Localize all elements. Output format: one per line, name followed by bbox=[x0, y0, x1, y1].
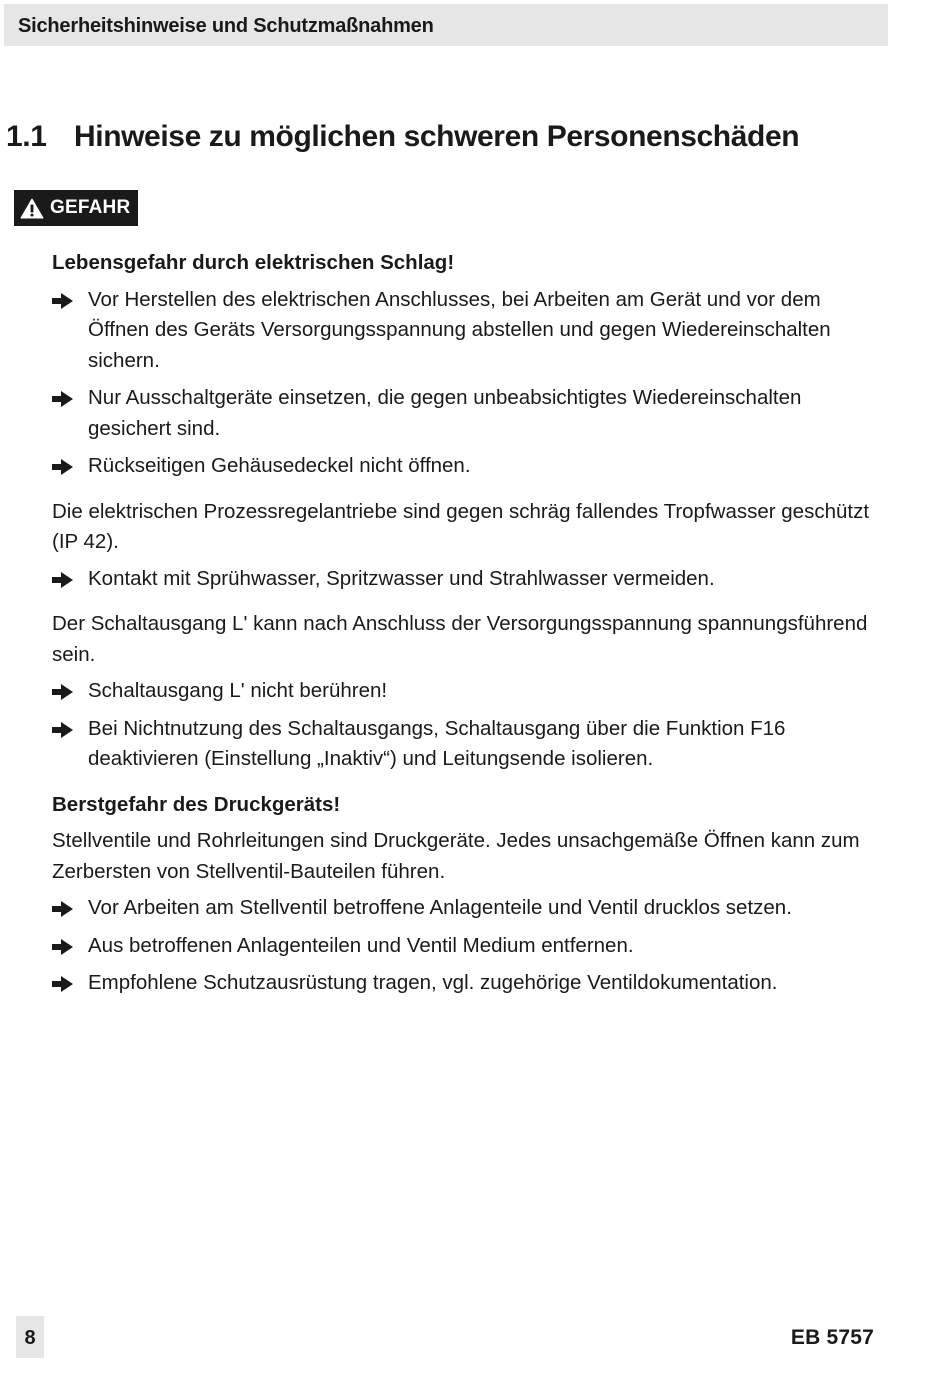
list-item bbox=[52, 714, 872, 775]
paragraph-switch-output: Der Schaltausgang L' kann nach Anschluss der Versorgungsspannung spannungsführend sein. bbox=[52, 612, 868, 666]
arrow-right-icon bbox=[52, 976, 74, 992]
warning-triangle-icon bbox=[20, 198, 44, 219]
section-heading bbox=[6, 120, 799, 154]
list-item bbox=[52, 968, 872, 999]
list-item-text: Aus betroffenen Anlagenteilen und Ventil Medium entfernen. bbox=[88, 933, 634, 957]
list-item bbox=[52, 931, 872, 962]
list-item bbox=[52, 451, 872, 482]
arrow-right-icon bbox=[52, 722, 74, 738]
danger-label: GEFAHR bbox=[50, 197, 131, 218]
list-item bbox=[52, 285, 872, 377]
arrow-right-icon bbox=[52, 939, 74, 955]
section-number: 1.1 bbox=[6, 120, 47, 153]
list-item-text: Vor Arbeiten am Stellventil betroffene Anlagenteile und Ventil drucklos setzen. bbox=[88, 896, 792, 919]
section-title: Hinweise zu möglichen schweren Personenschäden bbox=[74, 120, 800, 153]
header-title: Sicherheitshinweise und Schutzmaßnahmen bbox=[18, 15, 434, 37]
paragraph-pressure-devices: Stellventile und Rohrleitungen sind Druckgeräte. Jedes unsachgemäße Öffnen kann zum Zerbersten von Stellventil-Bauteilen führen. bbox=[52, 829, 860, 883]
hazard-title-electric: Lebensgefahr durch elektrischen Schlag! bbox=[52, 251, 455, 274]
list-item-text: Schaltausgang L' nicht berühren! bbox=[88, 679, 388, 702]
list-item bbox=[52, 383, 872, 444]
list-item-text: Empfohlene Schutzausrüstung tragen, vgl. zugehörige Ventildokumentation. bbox=[88, 971, 778, 994]
list-item-text: Vor Herstellen des elektrischen Anschlusses, bei Arbeiten am Gerät und vor dem Öffnen des Geräts Versorgungsspannung abstellen und gegen Wiedereinschalten sichern. bbox=[88, 287, 831, 372]
page-header bbox=[4, 4, 888, 46]
document-id: EB 5757 bbox=[790, 1326, 874, 1349]
arrow-right-icon bbox=[52, 293, 74, 309]
arrow-right-icon bbox=[52, 459, 74, 475]
safety-content bbox=[52, 248, 872, 1006]
arrow-right-icon bbox=[52, 684, 74, 700]
paragraph-ip-rating: Die elektrischen Prozessregelantriebe sind gegen schräg fallendes Tropfwasser geschützt (IP 42). bbox=[52, 499, 870, 553]
list-item bbox=[52, 676, 872, 707]
arrow-right-icon bbox=[52, 391, 74, 407]
danger-badge bbox=[14, 190, 138, 226]
list-item bbox=[52, 564, 872, 595]
list-item-text: Bei Nichtnutzung des Schaltausgangs, Schaltausgang über die Funktion F16 deaktivieren (Einstellung „Inaktiv“) und Leitungsende isolieren. bbox=[88, 716, 786, 770]
arrow-right-icon bbox=[52, 572, 74, 588]
page-number: 8 bbox=[16, 1316, 44, 1358]
list-item bbox=[52, 893, 872, 924]
arrow-right-icon bbox=[52, 901, 74, 917]
list-item-text: Kontakt mit Sprühwasser, Spritzwasser und Strahlwasser vermeiden. bbox=[88, 566, 715, 590]
list-item-text: Nur Ausschaltgeräte einsetzen, die gegen unbeabsichtigtes Wiedereinschalten gesichert sind. bbox=[88, 386, 802, 440]
hazard-title-burst: Berstgefahr des Druckgeräts! bbox=[52, 792, 341, 816]
list-item-text: Rückseitigen Gehäusedeckel nicht öffnen. bbox=[88, 454, 471, 477]
